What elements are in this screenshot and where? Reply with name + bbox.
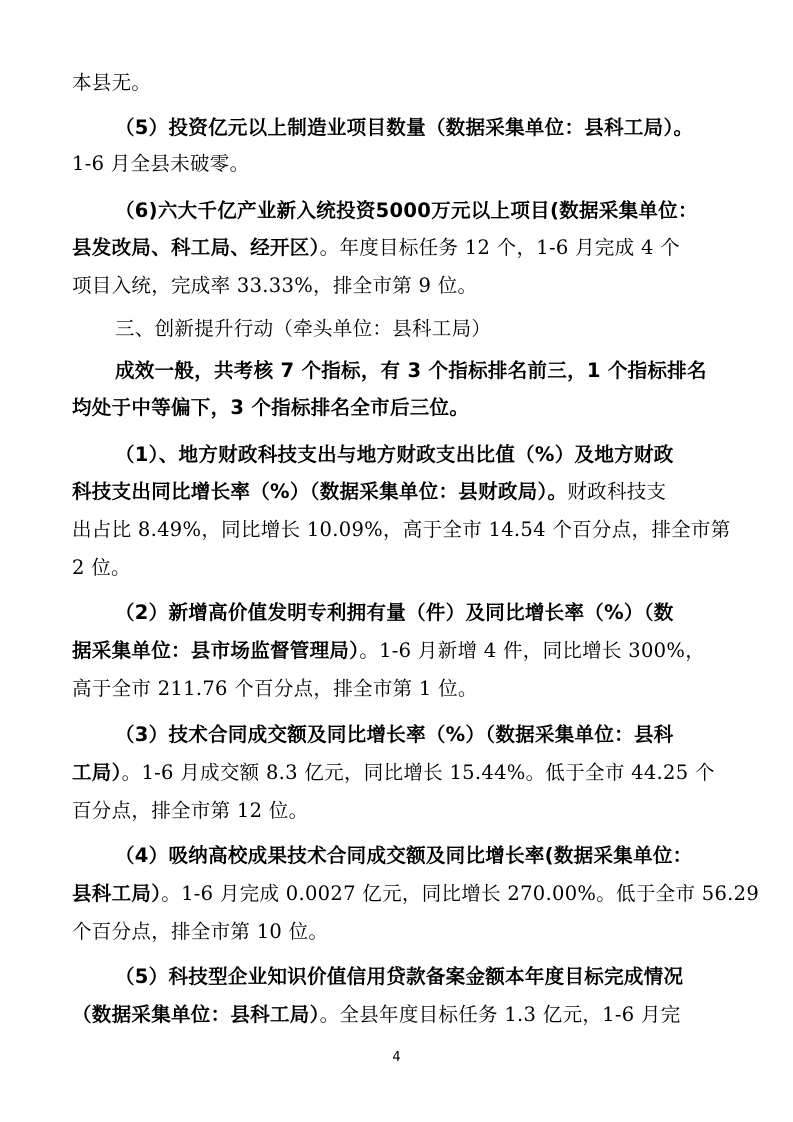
text: 。1-6 月新增 4 件，同比增长 300%， — [359, 639, 706, 662]
text: 本县无。 — [72, 71, 152, 94]
text: 。全县年度目标任务 1.3 亿元，1-6 月完 — [319, 1003, 681, 1026]
text: 高于全市 211.76 个百分点，排全市第 1 位。 — [72, 677, 478, 700]
item-5-credit-line-2 — [72, 996, 681, 1034]
section-3-heading — [115, 310, 491, 348]
text: 项目入统，完成率 33.33%，排全市第 9 位。 — [72, 274, 478, 297]
bold-text: 工局） — [72, 761, 122, 784]
item-5-body — [72, 145, 249, 183]
item-3-heading — [115, 716, 674, 754]
text: 2 位。 — [72, 556, 131, 579]
text: 百分点，排全市第 12 位。 — [72, 799, 309, 822]
item-4-line-3 — [72, 913, 328, 951]
item-1-heading — [115, 436, 674, 474]
section-3-summary-line-2 — [72, 389, 469, 427]
bold-text: 科技支出同比增长率（%）（数据采集单位：县财政局）。 — [72, 480, 568, 503]
text: 出占比 8.49%，同比增长 10.09%，高于全市 14.54 个百分点，排全市第 — [72, 518, 731, 541]
bold-text: （5）投资亿元以上制造业项目数量（数据采集单位：县科工局）。 — [115, 116, 694, 139]
bold-text: 均处于中等偏下，3 个指标排名全市后三位。 — [72, 396, 470, 419]
item-1-line-4 — [72, 549, 131, 587]
bold-text: 县发改局、科工局、经开区） — [72, 236, 320, 259]
item-2-line-2 — [72, 632, 705, 670]
item-6-line-2 — [72, 229, 680, 267]
bold-text: 县科工局） — [72, 882, 162, 905]
item-2-line-3 — [72, 670, 478, 708]
page-number: 4 — [392, 1050, 401, 1065]
bold-text: （5）科技型企业知识价值信用贷款备案金额本年度目标完成情况 — [115, 965, 684, 988]
text: 。1-6 月完成 0.0027 亿元，同比增长 270.00%。低于全市 56.29 — [161, 882, 760, 905]
bold-text: （3）技术合同成交额及同比增长率（%）（数据采集单位：县科 — [115, 723, 674, 746]
section-3-summary-line-1 — [115, 352, 707, 390]
text: 财政科技支 — [567, 480, 667, 503]
item-4-heading — [115, 837, 692, 875]
item-3-line-3 — [72, 792, 308, 830]
item-5-credit-heading — [115, 958, 683, 996]
text: 个百分点，排全市第 10 位。 — [72, 920, 329, 943]
item-1-line-3 — [72, 511, 731, 549]
bold-text: 成效一般，共考核 7 个指标，有 3 个指标排名前三，1 个指标排名 — [115, 359, 707, 382]
paragraph-continuation — [72, 64, 151, 102]
bold-text: （数据采集单位：县科工局） — [72, 1003, 320, 1026]
item-6-line-3 — [72, 267, 477, 305]
bold-text: 据采集单位：县市场监督管理局） — [72, 639, 360, 662]
item-6-heading — [115, 192, 698, 230]
text: 1-6 月全县未破零。 — [72, 152, 250, 175]
bold-text: （6)六大千亿产业新入统投资5000万元以上项目(数据采集单位： — [115, 199, 698, 222]
item-1-line-2 — [72, 473, 666, 511]
bold-text: （4）吸纳高校成果技术合同成交额及同比增长率(数据采集单位： — [115, 844, 693, 867]
item-4-line-2 — [72, 875, 759, 913]
item-2-heading — [115, 594, 674, 632]
item-5-investment-heading — [115, 109, 693, 147]
item-3-line-2 — [72, 754, 715, 792]
text: 。年度目标任务 12 个，1-6 月完成 4 个 — [319, 236, 680, 259]
bold-text: （2）新增高价值发明专利拥有量（件）及同比增长率（%）（数 — [115, 601, 674, 624]
bold-text: （1）、地方财政科技支出与地方财政支出比值（%）及地方财政 — [115, 443, 674, 466]
heading-text: 三、创新提升行动（牵头单位：县科工局） — [115, 317, 492, 340]
text: 。1-6 月成交额 8.3 亿元，同比增长 15.44%。低于全市 44.25 个 — [121, 761, 715, 784]
